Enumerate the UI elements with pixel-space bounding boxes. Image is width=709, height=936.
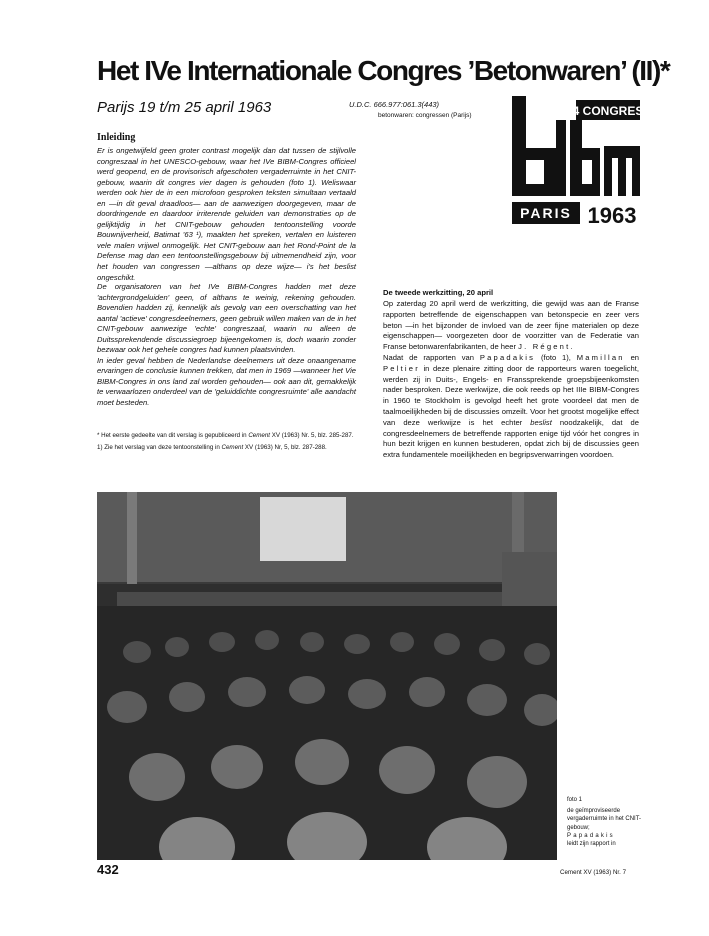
caption-name: Papadakis <box>567 832 615 839</box>
logo-year-text: 1963 <box>587 203 637 228</box>
section-heading-inleiding: Inleiding <box>97 132 136 143</box>
congress-hall-photo <box>97 492 557 860</box>
intro-paragraphs-2-3 <box>97 282 356 409</box>
paragraph-text: De organisatoren van het IVe BIBM-Congres hadden met deze 'achtergrondgeluiden' geen, of althans te weinig, rekening gehouden. Bovendien hadden zij, kennelijk als gevolg van een overschatting van het aantal 'actieve' congresdeelnemers, geen gebruik willen maken van de in het CNIT-gebouw aanwezige 'echte' congreszaal, waarin nu alleen de Duitssprekendende discussiegroep bijeengekomen is, doch waarin zonder bezwaar ook het gehele congres had kunnen plaatsvinden. <box>97 282 356 355</box>
journal-reference: Cement XV (1963) Nr. 7 <box>560 869 627 876</box>
paragraph-text: Er is ongetwijfeld geen groter contrast mogelijk dan dat tussen de stijlvolle congreszaal in het UNESCO-gebouw, waar het IVe BIBM-Congres officieel werd geopend, en de provisorisch afgeschoten vergaderruimte in het CNIT-gebouw, waarin dit congres vier dagen is gehouden (foto 1). Weliswaar werden ook hier de in een microfoon gesproken teksten simultaan vertaald en —in dit geval draadloos— aan de aanwezigen doorgegeven, maar de doordringende en daardoor irriterende geluiden van demonstraties op de gelijktijdig in het CNIT-gebouw gehouden tentoonstelling voorde Bouwnijverheid, Batimat '63 ¹), maakten het spreken, vertalen en luisteren vele malen vrijwel onmogelijk. Het CNIT-gebouw aan het Rond-Point de la Defense mag dan een tentoonstellingsgebouw bij uitnemendheid zijn, voor het houden van congressen —althans op deze wijze— i's het beslist ongeschikt. <box>97 146 356 282</box>
bibm-congress-logo <box>512 96 640 229</box>
paragraph-text: In ieder geval hebben de Nederlandse deelnemers uit deze onaangename ervaringen de conclusie kunnen trekken, dat men in 1969 —wanneer het Vie BIBM-Congres in ons land zal worden gehouden— ook aan dit, gemakkelijk te verwaarlozen onderdeel van de 'geluiddichte congresruimte' alle aandacht moet besteden. <box>97 355 356 408</box>
paragraph-text: Op zaterdag 20 april werd de werkzitting, die gewijd was aan de Franse rapporten betreffende de eigenschappen van betonspecie en zeer vers beton —in het bijzonder de invloed van de zeer fijne materialen op deze eigenschappen— voorgezeten door de voorzitter van de Federatie van Franse betonwarenfabrikanten, de heer J. Régent. <box>383 299 639 352</box>
keywords: betonwaren: congressen (Parijs) <box>378 112 472 119</box>
footnote-1: * Het eerste gedeelte van dit verslag is gepubliceerd in Cement XV (1963) Nr. 5, blz. 285-287. <box>97 432 354 439</box>
article-subtitle: Parijs 19 t/m 25 april 1963 <box>97 99 272 116</box>
caption-text-2: leidt zijn rapport in <box>567 841 616 848</box>
photo-caption <box>567 796 642 848</box>
paragraph-text: Nadat de rapporten van Papadakis (foto 1), Mamillan en Peltier in deze plenaire zitting door de rapporteurs waren toegelicht, werden zij in Duits-, Engels- en Franssprekende groepsbijeenkomsten nader besproken. Deze werkwijze, die ook reeds op het IIIe BIBM-Congres in 1960 te Stockholm is gevolgd heeft het grote voordeel dat men de taalmoeilijkheden bij de discussies omzeilt. Voor het grootst mogelijke effect van deze werkwijze is het echter beslist noodzakelijk, dat de congresdeelnemers de betreffende rapporten enige tijd vóór het congres in hun bezit krijgen en kunnen bestuderen, opdat zich bij de discussies geen extra fundamentele moeilijkheden en begripsverwarringen voordoen. <box>383 352 640 460</box>
logo-city-text: PARIS <box>520 205 572 221</box>
person-name: Peltier <box>383 363 420 373</box>
person-name: J. Régent <box>518 342 571 352</box>
caption-number: foto 1 <box>567 797 583 803</box>
person-name: Mamillan <box>576 352 625 362</box>
caption-text: de geïmproviseerde vergaderruimte in het CNIT-gebouw; <box>567 808 642 831</box>
footnotes <box>97 432 356 456</box>
section-heading-tweede-werkzitting: De tweede werkzitting, 20 april <box>383 288 494 297</box>
footnote-2: 1) Zie het verslag van deze tentoonstelling in Cement XV (1963) Nr, 5, blz. 287-288. <box>97 443 327 451</box>
page-number: 432 <box>97 862 119 877</box>
intro-paragraph-1 <box>97 146 356 283</box>
logo-congres-text: 4 CONGRES <box>572 104 640 118</box>
werkzitting-text <box>383 299 639 461</box>
udc-code: U.D.C. 666.977:061.3(443) <box>349 100 440 109</box>
article-title: Het IVe Internationale Congres ’Betonwaren’ (II)* <box>97 55 670 86</box>
person-name: Papadakis <box>479 352 536 362</box>
